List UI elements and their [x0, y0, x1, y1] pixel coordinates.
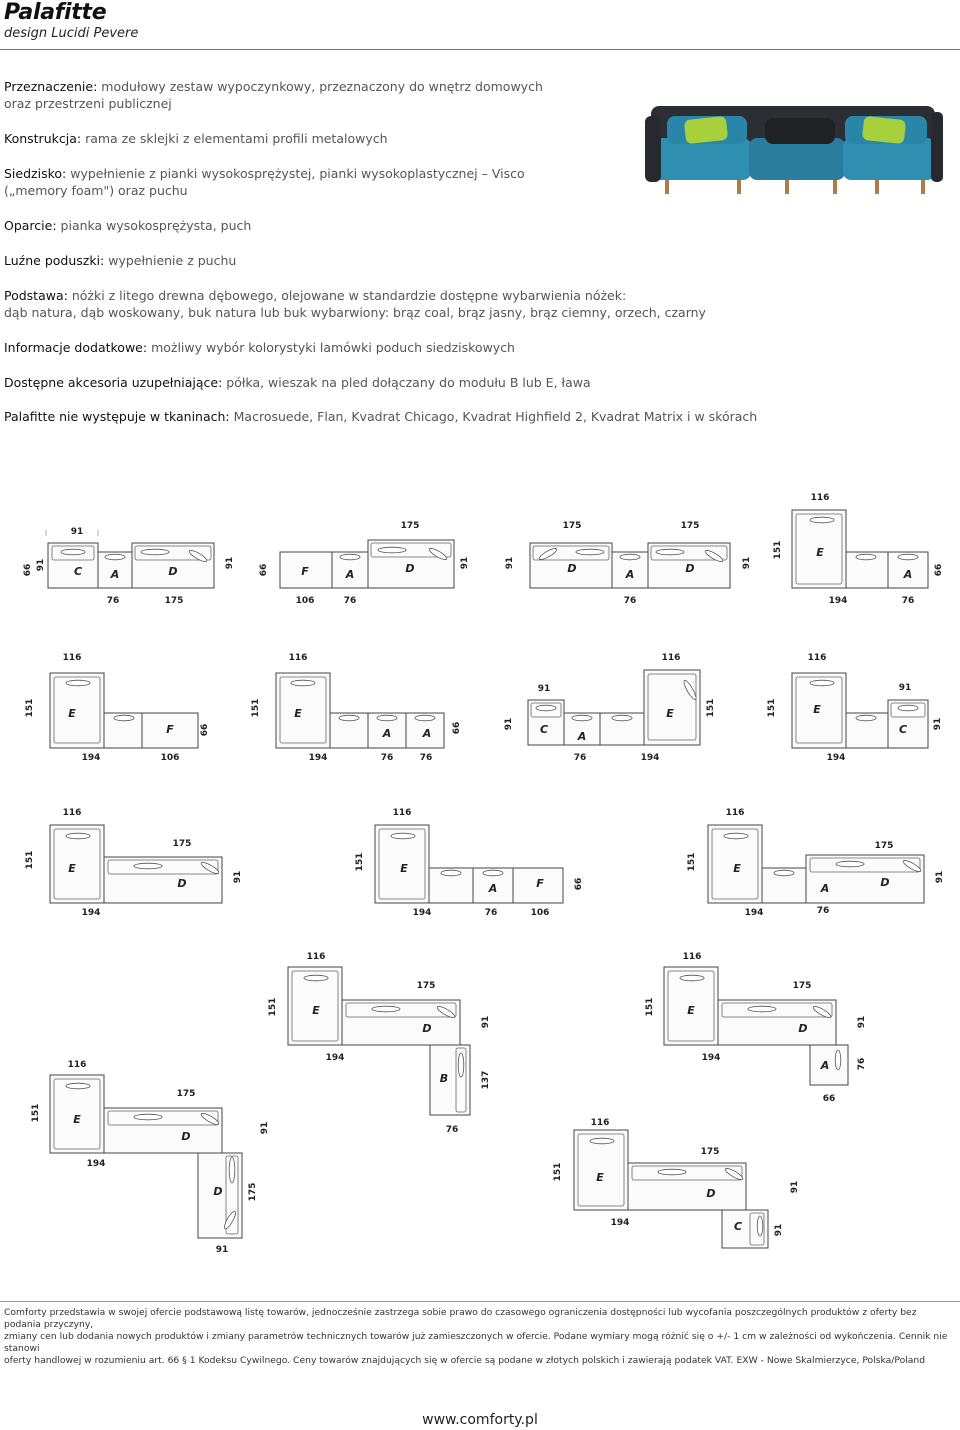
dimension-label: 76	[445, 1125, 459, 1135]
dimension-label: 175	[164, 596, 184, 606]
pillow-outline	[774, 870, 794, 876]
dimension-label: 116	[62, 653, 82, 663]
module-letter: A	[903, 568, 913, 581]
pillow-outline	[134, 863, 162, 869]
spec-oparcie	[4, 217, 644, 234]
pillow-outline	[61, 549, 85, 555]
module-letter: A	[345, 568, 355, 581]
sofa-leg	[737, 180, 741, 194]
module-letter: E	[312, 1004, 320, 1017]
spec-value: rama ze sklejki z elementami profili metalowych	[85, 131, 388, 146]
dimension-label: 106	[530, 908, 550, 918]
module-letter: D	[405, 562, 415, 575]
dimension-label: 194	[81, 753, 101, 763]
module-letter: A	[820, 882, 830, 895]
dimension-label: 91	[481, 1015, 491, 1029]
dimension-label: 76	[106, 596, 120, 606]
module-letter: C	[539, 723, 549, 736]
pillow-outline	[856, 554, 876, 560]
module-letter: E	[687, 1004, 695, 1017]
spec-konstrukcja	[4, 130, 644, 147]
configuration-plans	[0, 470, 960, 1270]
pillow-outline	[590, 1138, 614, 1144]
website-link[interactable]: www.comforty.pl	[422, 1412, 538, 1428]
pillow-outline	[66, 680, 90, 686]
sofa-leg	[921, 180, 925, 194]
sofa-seat	[843, 138, 935, 180]
dimension-label: 66	[452, 721, 462, 735]
pillow-outline	[66, 1083, 90, 1089]
dimension-label: 175	[172, 839, 192, 849]
spec-value: Macrosuede, Flan, Kvadrat Chicago, Kvadrat Highfield 2, Kvadrat Matrix i w skórach	[233, 409, 758, 424]
spec-label: Informacje dodatkowe:	[4, 340, 148, 355]
spec-value: modułowy zestaw wypoczynkowy, przeznaczony do wnętrz domowych	[101, 79, 543, 94]
dimension-label: 91	[742, 556, 752, 570]
pillow-outline	[415, 715, 435, 721]
sofa-back-cushion	[765, 118, 835, 144]
module-letter: D	[880, 876, 890, 889]
module-letter: D	[177, 877, 187, 890]
spec-informacje	[4, 339, 954, 356]
dimension-label: 116	[661, 653, 681, 663]
dimension-label: 151	[687, 852, 697, 872]
spec-przeznaczenie	[4, 78, 644, 112]
spec-value: półka, wieszak na pled dołączany do modułu B lub E, ława	[226, 375, 591, 390]
module-letter: D	[706, 1187, 716, 1200]
pillow-outline	[898, 554, 918, 560]
dimension-label: 116	[725, 808, 745, 818]
pillow-outline	[291, 680, 315, 686]
dimension-label: 91	[505, 556, 515, 570]
spec-label: Konstrukcja:	[4, 131, 82, 146]
module-letter: E	[666, 707, 674, 720]
module-letter: E	[596, 1171, 604, 1184]
pillow-outline	[66, 833, 90, 839]
dimension-label: 194	[86, 1159, 106, 1169]
pillow-outline	[576, 549, 604, 555]
dimension-label: 175	[680, 521, 700, 531]
module-letter: D	[422, 1022, 432, 1035]
dimension-label: 194	[325, 1053, 345, 1063]
dimension-label: 194	[412, 908, 432, 918]
dimension-label: 194	[308, 753, 328, 763]
dimension-label: 66	[574, 877, 584, 891]
sofa-photo	[645, 78, 945, 208]
spec-value: pianka wysokosprężysta, puch	[60, 218, 252, 233]
dimension-label: 194	[826, 753, 846, 763]
dimension-label: 151	[25, 850, 35, 870]
sofa-arm	[931, 112, 943, 182]
dimension-label: 151	[31, 1103, 41, 1123]
dimension-label: 194	[81, 908, 101, 918]
pillow-outline	[229, 1157, 235, 1183]
dimension-label: 116	[392, 808, 412, 818]
pillow-outline	[572, 715, 592, 721]
sofa-seat	[749, 138, 845, 180]
dimension-label: 91	[260, 1121, 270, 1135]
dimension-label: 76	[380, 753, 394, 763]
spec-luzne-poduszki	[4, 252, 644, 269]
sofa-seat	[651, 138, 751, 180]
green-pillow	[684, 116, 728, 144]
pillow-outline	[658, 1169, 686, 1175]
dimension-label: 116	[810, 493, 830, 503]
module-letter: E	[68, 707, 76, 720]
dimension-label: 194	[828, 596, 848, 606]
dimension-label: 194	[610, 1218, 630, 1228]
dimension-label: 151	[268, 997, 278, 1017]
dimension-label: 151	[553, 1162, 563, 1182]
dimension-label: 66	[259, 563, 269, 577]
pillow-outline	[757, 1216, 763, 1236]
pillow-outline	[105, 554, 125, 560]
pillow-outline	[748, 1006, 776, 1012]
sofa-leg	[785, 180, 789, 194]
module-letter: A	[577, 730, 587, 743]
module-letter: D	[685, 562, 695, 575]
pillow-outline	[458, 1053, 464, 1077]
product-title: Palafitte	[4, 0, 107, 25]
spec-value: („memory foam") oraz puchu	[4, 183, 188, 198]
disclaimer-line: Comforty przedstawia w swojej ofercie podstawową listę towarów, jednocześnie zastrzega sobie prawo do czasowego ograniczenia dostępności lub wycofania poszczególnych produktów z oferty bez podania przyczyny,	[4, 1307, 917, 1330]
pillow-outline	[724, 833, 748, 839]
module-letter: E	[294, 707, 302, 720]
dimension-label: 91	[774, 1223, 784, 1237]
module-letter: A	[820, 1059, 830, 1072]
dimension-label: 76	[857, 1057, 867, 1071]
spec-label: Palafitte nie występuje w tkaninach:	[4, 409, 230, 424]
pillow-outline	[810, 680, 834, 686]
dimension-label: 76	[484, 908, 498, 918]
pillow-outline	[483, 870, 503, 876]
header-divider	[0, 49, 960, 50]
dimension-label: 66	[23, 563, 33, 577]
module-letter: A	[488, 882, 498, 895]
pillow-outline	[856, 715, 876, 721]
dimension-label: 175	[400, 521, 420, 531]
module-letter: E	[816, 546, 824, 559]
pillow-outline	[680, 975, 704, 981]
dimension-label: 91	[898, 683, 912, 693]
dimension-label: 151	[767, 698, 777, 718]
dimension-label: 175	[176, 1089, 196, 1099]
module-letter: E	[73, 1113, 81, 1126]
module-letter: E	[68, 862, 76, 875]
module-letter: F	[536, 877, 544, 890]
dimension-label: 194	[744, 908, 764, 918]
sofa-leg	[875, 180, 879, 194]
dimension-label: 91	[233, 870, 243, 884]
dimension-label: 175	[874, 841, 894, 851]
spec-label: Podstawa:	[4, 288, 68, 303]
dimension-label: 175	[700, 1147, 720, 1157]
dimension-label: 116	[807, 653, 827, 663]
spec-value: wypełnienie z pianki wysokosprężystej, pianki wysokoplastycznej – Visco	[70, 166, 525, 181]
dimension-label: 151	[773, 540, 783, 560]
module-letter: C	[733, 1220, 743, 1233]
disclaimer-text	[4, 1307, 954, 1367]
dimension-label: 91	[215, 1245, 229, 1255]
dimension-label: 151	[706, 698, 716, 718]
dimension-label: 175	[416, 981, 436, 991]
dimension-label: 91	[933, 717, 943, 731]
dimension-label: 116	[590, 1118, 610, 1128]
pillow-outline	[441, 870, 461, 876]
footer-divider	[0, 1301, 960, 1302]
pillow-outline	[141, 549, 169, 555]
module-letter: E	[400, 862, 408, 875]
dimension-label: 76	[573, 753, 587, 763]
disclaimer-line: zmiany cen lub dodania nowych produktów i zmiany parametrów technicznych towarów już zamieszczonych w ofercie. Podane wymiary mogą różnić się o +/- 1 cm w zależności od wykończenia. Cennik nie stanowi	[4, 1331, 948, 1354]
dimension-label: 137	[481, 1070, 491, 1090]
dimension-label: 76	[816, 906, 830, 916]
dimension-label: 175	[562, 521, 582, 531]
pillow-outline	[810, 517, 834, 523]
pillow-outline	[304, 975, 328, 981]
dimension-label: 76	[343, 596, 357, 606]
spec-tkaniny	[4, 408, 954, 425]
module-letter: E	[733, 862, 741, 875]
dimension-label: 91	[857, 1015, 867, 1029]
module-letter: A	[422, 727, 432, 740]
spec-value: nóżki z litego drewna dębowego, olejowane w standardzie dostępne wybarwienia nóżek:	[71, 288, 627, 303]
dimension-label: 91	[790, 1180, 800, 1194]
module-letter: A	[110, 568, 120, 581]
module-letter: C	[73, 565, 83, 578]
spec-value: wypełnienie z puchu	[108, 253, 237, 268]
dimension-label: 116	[288, 653, 308, 663]
dimension-label: 106	[160, 753, 180, 763]
dimension-label: 106	[295, 596, 315, 606]
spec-siedzisko	[4, 165, 644, 199]
dimension-label: 151	[355, 852, 365, 872]
module-letter: A	[382, 727, 392, 740]
spec-label: Luźne poduszki:	[4, 253, 105, 268]
dimension-label: 91	[225, 556, 235, 570]
spec-label: Dostępne akcesoria uzupełniające:	[4, 375, 223, 390]
disclaimer-line: oferty handlowej w rozumieniu art. 66 § 1 Kodeksu Cywilnego. Ceny towarów znajdujących się w ofercie są podane w złotych polskich i zawierają podatek VAT. EXW - Nowe Skalmierzyce, Polska/Poland	[4, 1355, 926, 1366]
sofa-leg	[833, 180, 837, 194]
dimension-label: 91	[460, 556, 470, 570]
module-letter: E	[813, 703, 821, 716]
spec-label: Oparcie:	[4, 218, 57, 233]
pillow-outline	[620, 554, 640, 560]
spec-value: oraz przestrzeni publicznej	[4, 96, 172, 111]
sofa-leg	[665, 180, 669, 194]
dimension-label: 116	[62, 808, 82, 818]
dimension-label: 194	[640, 753, 660, 763]
dimension-label: 91	[935, 870, 945, 884]
spec-podstawa	[4, 287, 954, 321]
dimension-label: 194	[701, 1053, 721, 1063]
module-letter: A	[625, 568, 635, 581]
module-letter: F	[166, 723, 174, 736]
dimension-label: 116	[306, 952, 326, 962]
pillow-outline	[656, 549, 684, 555]
dimension-label: 91	[70, 527, 84, 537]
dimension-label: 175	[792, 981, 812, 991]
pillow-outline	[372, 1006, 400, 1012]
dimension-label: 66	[822, 1094, 836, 1104]
dimension-label: 66	[934, 563, 944, 577]
dimension-label: 151	[25, 698, 35, 718]
module-letter: C	[898, 723, 908, 736]
pillow-outline	[340, 554, 360, 560]
module-letter: D	[567, 562, 577, 575]
pillow-outline	[339, 715, 359, 721]
dimension-label: 66	[200, 723, 210, 737]
dimension-label: 151	[645, 997, 655, 1017]
spec-akcesoria	[4, 374, 954, 391]
pillow-outline	[134, 1114, 162, 1120]
dimension-label: 76	[901, 596, 915, 606]
dimension-label: 91	[504, 717, 514, 731]
pillow-outline	[898, 705, 918, 711]
pillow-outline	[378, 547, 406, 553]
dimension-label: 175	[248, 1182, 258, 1202]
pillow-outline	[836, 861, 864, 867]
pillow-outline	[612, 715, 632, 721]
dimension-label: 116	[682, 952, 702, 962]
spec-value: dąb natura, dąb woskowany, buk natura lub buk wybarwiony: brąz coal, brąz jasny, brąz ciemny, orzech, czarny	[4, 305, 706, 320]
spec-label: Przeznaczenie:	[4, 79, 98, 94]
module-letter: D	[798, 1022, 808, 1035]
pillow-outline	[114, 715, 134, 721]
pillow-outline	[536, 705, 556, 711]
designer-subtitle: design Lucidi Pevere	[4, 26, 139, 41]
dimension-label: 91	[537, 684, 551, 694]
pillow-outline	[377, 715, 397, 721]
spec-label: Siedzisko:	[4, 166, 67, 181]
module-letter: D	[168, 565, 178, 578]
module-letter: F	[301, 565, 309, 578]
module-outline	[430, 1045, 470, 1115]
dimension-label: 76	[623, 596, 637, 606]
green-pillow	[862, 116, 906, 144]
dimension-label: 91	[36, 558, 46, 572]
pillow-outline	[835, 1050, 841, 1070]
dimension-label: 116	[67, 1060, 87, 1070]
sofa-arm	[645, 116, 661, 182]
module-letter: B	[439, 1072, 449, 1085]
module-letter: D	[213, 1185, 223, 1198]
spec-value: możliwy wybór kolorystyki lamówki poduch siedziskowych	[151, 340, 515, 355]
dimension-label: 151	[251, 698, 261, 718]
dimension-label: 76	[419, 753, 433, 763]
pillow-outline	[391, 833, 415, 839]
module-letter: D	[181, 1130, 191, 1143]
